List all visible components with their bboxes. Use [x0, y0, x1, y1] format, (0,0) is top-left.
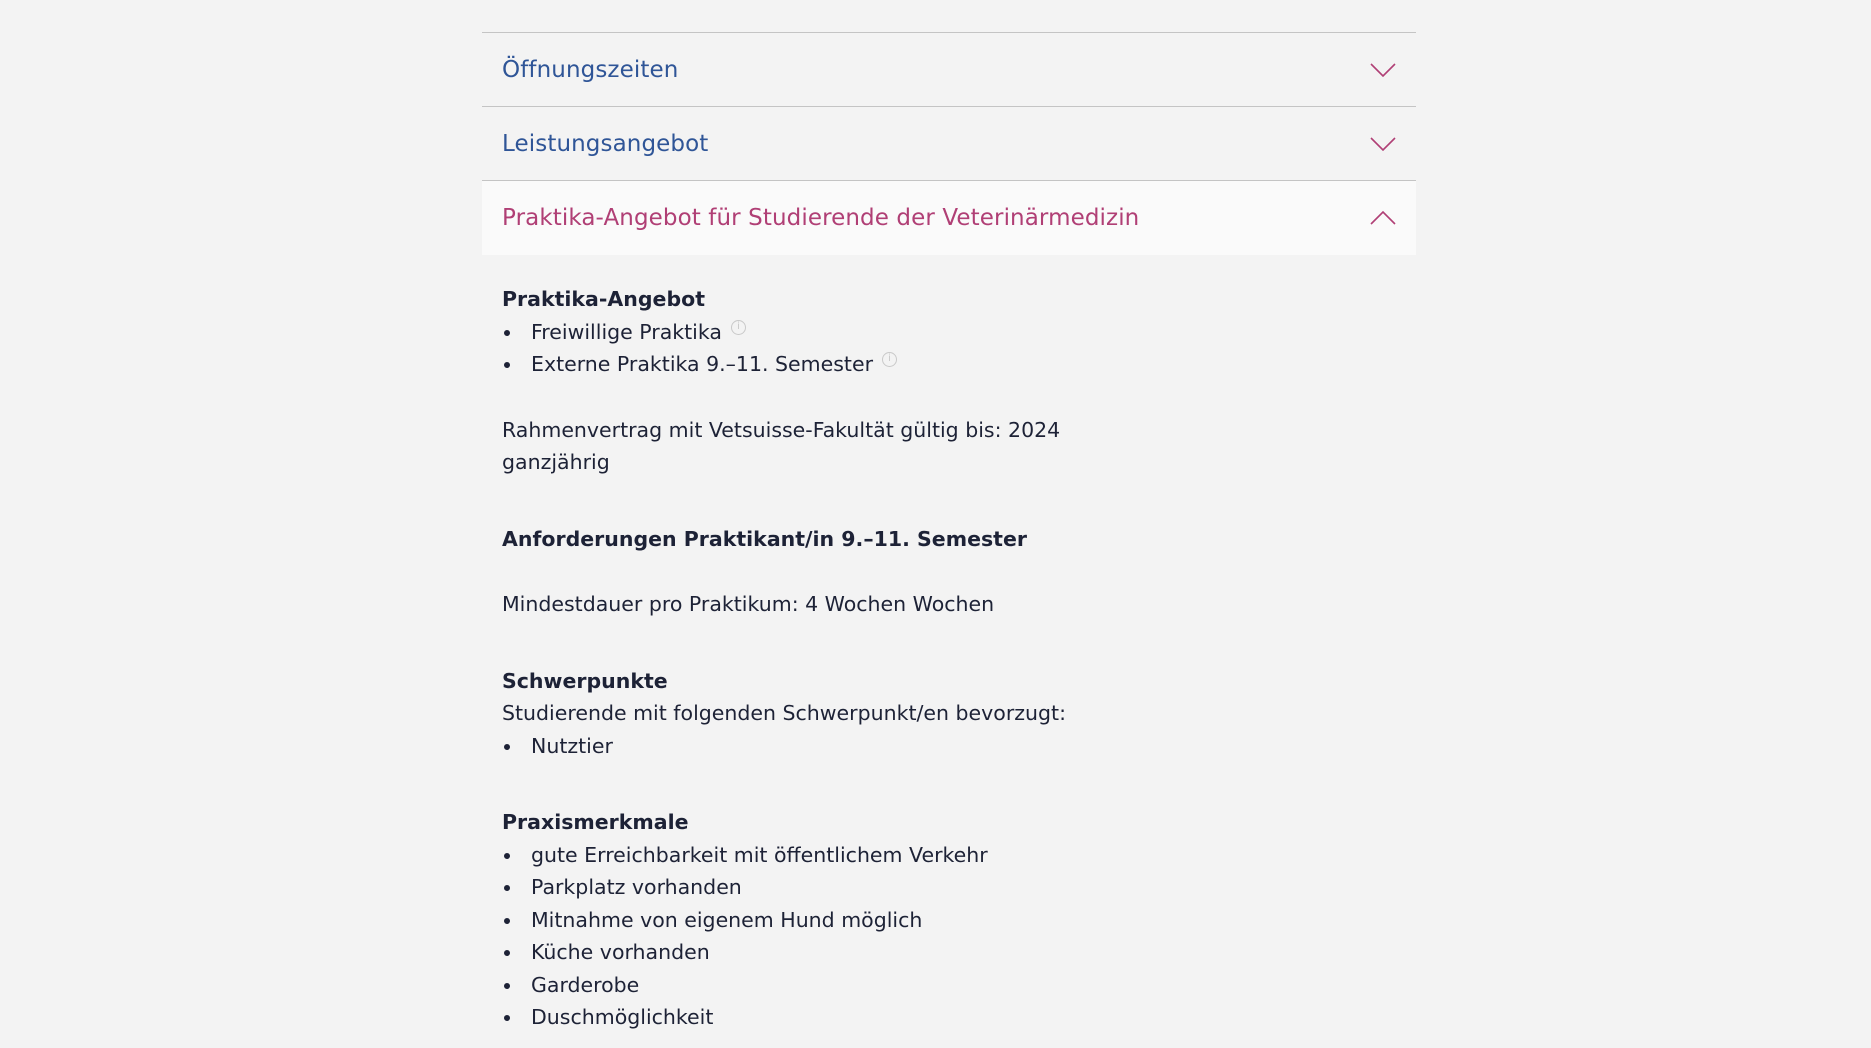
min-duration-text: Mindestdauer pro Praktikum: 4 Wochen Wochen	[502, 592, 995, 616]
list-item: Parkplatz vorhanden	[502, 871, 1396, 904]
list-item	[502, 348, 1396, 381]
accordion-panel-praktika	[482, 255, 1416, 1034]
accordion-container	[482, 32, 1416, 1034]
praktika-list	[502, 316, 1396, 381]
section-heading-praktika-angebot: Praktika-Angebot	[502, 287, 705, 311]
accordion-oeffnungszeiten[interactable]	[482, 32, 1416, 106]
chevron-down-icon	[1370, 63, 1396, 77]
schwerpunkte-intro: Studierende mit folgenden Schwerpunkt/en bevorzugt:	[502, 701, 1066, 725]
accordion-leistungsangebot[interactable]	[482, 106, 1416, 180]
accordion-label: Praktika-Angebot für Studierende der Veterinärmedizin	[502, 205, 1140, 231]
list-item: gute Erreichbarkeit mit öffentlichem Verkehr	[502, 839, 1396, 872]
accordion-praktika[interactable]	[482, 180, 1416, 255]
accordion-label: Leistungsangebot	[502, 130, 709, 157]
availability-text: ganzjährig	[502, 450, 610, 474]
list-item: Mitnahme von eigenem Hund möglich	[502, 904, 1396, 937]
contract-text: Rahmenvertrag mit Vetsuisse-Fakultät gültig bis: 2024	[502, 417, 1061, 442]
chevron-up-icon	[1370, 211, 1396, 225]
list-item: Küche vorhanden	[502, 936, 1396, 969]
praxismerkmale-list	[502, 839, 1396, 1034]
list-item	[502, 316, 1396, 349]
section-heading-praxismerkmale: Praxismerkmale	[502, 810, 689, 834]
list-item-label: Externe Praktika 9.–11. Semester	[531, 352, 874, 376]
section-heading-anforderungen: Anforderungen Praktikant/in 9.–11. Semester	[502, 526, 1027, 551]
schwerpunkte-list	[502, 730, 1396, 763]
chevron-down-icon	[1370, 137, 1396, 151]
info-icon[interactable]	[731, 320, 746, 335]
section-heading-schwerpunkte: Schwerpunkte	[502, 668, 668, 693]
list-item: Nutztier	[502, 730, 1396, 763]
info-icon[interactable]	[882, 352, 897, 367]
list-item-label: Freiwillige Praktika	[531, 319, 722, 344]
list-item: Garderobe	[502, 969, 1396, 1002]
list-item: Duschmöglichkeit	[502, 1001, 1396, 1034]
accordion-label: Öffnungszeiten	[502, 56, 679, 83]
